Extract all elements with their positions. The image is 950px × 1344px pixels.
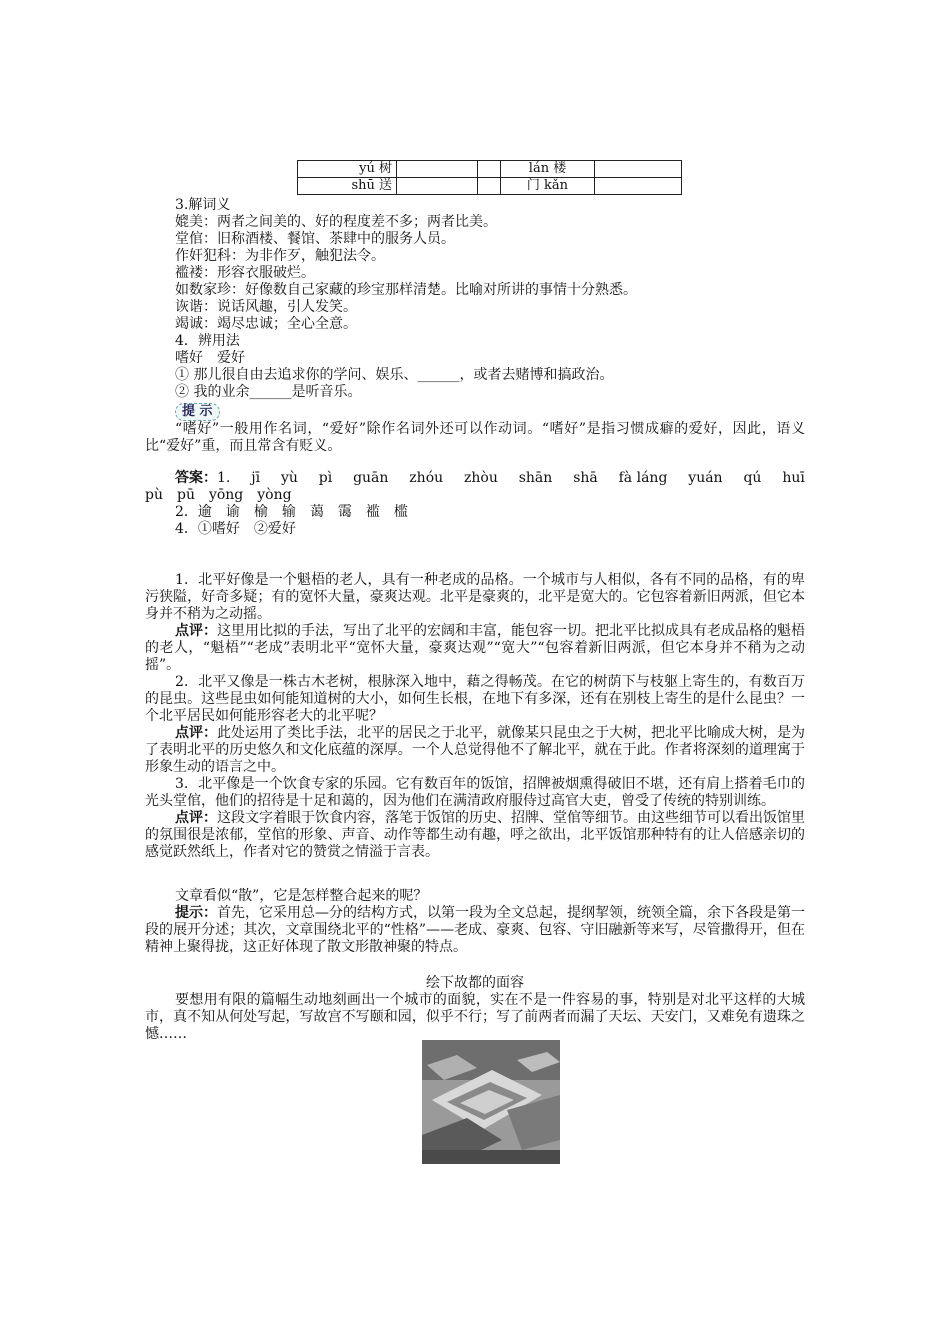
pinyin-cell: lán 楼 bbox=[501, 161, 595, 178]
comment-label: 点评： bbox=[175, 623, 217, 639]
answer-token: huī bbox=[782, 470, 805, 486]
answer-token: qú bbox=[743, 470, 762, 486]
comment-paragraph bbox=[145, 623, 805, 674]
fill-blank-question: ① 那儿很自由去追求你的学问、娱乐、______，或者去赌博和搞政治。 bbox=[175, 367, 614, 383]
forbidden-city-photo bbox=[422, 1040, 560, 1164]
comment-text: 这里用比拟的手法，写出了北平的宏阔和丰富，能包容一切。把北平比拟成具有老成品格的魁梧的老人，“魁梧”“老成”表明北平“宽怀大量，豪爽达观”“宽大”“包容着新旧两派，但它本身并不稍为之动摇”。 bbox=[145, 623, 805, 673]
quote-paragraph: 1．北平好像是一个魁梧的老人，具有一种老成的品格。一个城市与人相似，各有不同的品格，有的卑污狭隘，好奇多疑；有的宽怀大量，豪爽达观。北平是豪爽的，北平是宽大的。它包容着新旧两派，但它本身并不稍为之动摇。 bbox=[145, 572, 805, 622]
definition-item: 竭诚：竭尽忠诚；全心全意。 bbox=[175, 316, 357, 332]
answer-cell bbox=[595, 161, 682, 178]
answer-token: zhóu bbox=[409, 470, 444, 486]
quote-paragraph: 3．北平像是一个饮食专家的乐园。它有数百年的饭馆，招牌被烟熏得破旧不堪，还有肩上搭着毛巾的光头堂倌，他们的招待是十足和蔼的，因为他们在满清政府服侍过高官大吏，曾受了传统的特别训练。 bbox=[145, 776, 805, 809]
pinyin-cell: yú 树 bbox=[298, 161, 397, 178]
answer-token: shā bbox=[573, 470, 598, 486]
comment-label: 点评： bbox=[175, 725, 217, 741]
answer-token: jī bbox=[251, 470, 261, 486]
fill-blank-question: ② 我的业余______是听音乐。 bbox=[175, 384, 362, 400]
spacer-cell bbox=[478, 178, 501, 195]
answer-token: yuán bbox=[688, 470, 723, 486]
comment-text: 这段文字着眼于饮食内容，落笔于饭馆的历史、招牌、堂倌等细节。由这些细节可以看出饭馆里的氛围很是浓郁，堂倌的形象、声音、动作等都生动有趣，呼之欲出，北平饭馆那种特有的让人倍感亲切的感觉跃然纸上，作者对它的赞赏之情溢于言表。 bbox=[145, 810, 805, 860]
quote-paragraph: 2．北平又像是一株古木老树，根脉深入地中，藉之得畅茂。在它的树荫下与枝躯上寄生的，有数百万的昆虫。这些昆虫如何能知道树的大小，如何生长根，在地下有多深，还有在别枝上寄生的是什么昆虫？一个北平居民如何能形容老大的北平呢？ bbox=[145, 674, 805, 724]
hint-badge-row bbox=[145, 403, 805, 421]
definition-item: 堂倌：旧称酒楼、餐馆、茶肆中的服务人员。 bbox=[175, 231, 455, 247]
definition-item: 如数家珍：好像数自己家藏的珍宝那样清楚。比喻对所讲的事情十分熟悉。 bbox=[175, 282, 637, 298]
comment-paragraph bbox=[145, 725, 805, 776]
question-hint bbox=[145, 905, 805, 956]
hint-body: 首先，它采用总—分的结构方式，以第一段为全文总起，提纲挈领，统领全篇，余下各段是第一段的展开分述；其次，文章围绕北平的“性格”——老成、豪爽、包容、守旧融新等来写，尽管撒得开，但在精神上聚得拢，这正好体现了散文形散神聚的特点。 bbox=[145, 905, 805, 955]
question-section bbox=[145, 888, 805, 956]
comment-label: 点评： bbox=[175, 810, 217, 826]
answer-cell bbox=[595, 178, 682, 195]
section-heading: 4．辨用法 bbox=[175, 333, 240, 349]
answer-cell bbox=[397, 161, 478, 178]
answer-token: shān bbox=[518, 470, 553, 486]
section-heading: 3.解词义 bbox=[175, 197, 231, 213]
answers-section bbox=[145, 470, 805, 538]
answer-token: yù bbox=[280, 470, 298, 486]
definition-item: 媲美：两者之间美的、好的程度差不多；两者比美。 bbox=[175, 214, 497, 230]
definition-item: 诙谐：说话风趣，引人发笑。 bbox=[175, 299, 357, 315]
hint-badge: 提 示 bbox=[175, 403, 220, 421]
pinyin-cell: 门 kǎn bbox=[501, 178, 595, 195]
answer-token: 答案：1. bbox=[175, 470, 231, 486]
pinyin-cell: shū 送 bbox=[298, 178, 397, 195]
answer-line-1 bbox=[145, 470, 805, 487]
answer-token: guān bbox=[353, 470, 389, 486]
analysis-section bbox=[145, 572, 805, 861]
answer-token: zhòu bbox=[464, 470, 498, 486]
reading-body: 要想用有限的篇幅生动地刻画出一个城市的面貌，实在不是一件容易的事，特别是对北平这样的大城市，真不知从何处写起，写故宫不写颐和园，似乎不行；写了前两者而漏了天坛、天安门，又难免有遗珠之憾…… bbox=[145, 992, 805, 1042]
extra-reading bbox=[145, 975, 805, 1043]
answer-line-2: pù pū yōng yòng bbox=[145, 487, 292, 503]
answer-token: fà láng bbox=[618, 470, 668, 486]
definition-item: 作奸犯科：为非作歹，触犯法令。 bbox=[175, 248, 385, 264]
answer-token: pì bbox=[318, 470, 333, 486]
reading-title: 绘下故都的面容 bbox=[426, 975, 524, 991]
vocab-section bbox=[145, 197, 805, 455]
pinyin-table bbox=[297, 160, 682, 195]
comment-paragraph bbox=[145, 810, 805, 861]
answer-line-4: 4．①嗜好 ②爱好 bbox=[175, 521, 296, 537]
question-text: 文章看似“散”，它是怎样整合起来的呢？ bbox=[175, 888, 428, 904]
answer-cell bbox=[397, 178, 478, 195]
answer-label: 答案： bbox=[175, 470, 217, 486]
hint-text: “嗜好”一般用作名词，“爱好”除作名词外还可以作动词。“嗜好”是指习惯成癖的爱好，因此，语义比“爱好”重，而且常含有贬义。 bbox=[145, 421, 805, 454]
comment-text: 此处运用了类比手法，北平的居民之于北平，就像某只昆虫之于大树，把北平比喻成大树，是为了表明北平的历史悠久和文化底蕴的深厚。一个人总觉得他不了解北平，就在于此。作者将深刻的道理寓于形象生动的语言之中。 bbox=[145, 725, 805, 775]
answer-line-3: 2．逾 谕 榆 输 蔼 霭 褴 槛 bbox=[175, 504, 408, 520]
definition-item: 褴褛：形容衣服破烂。 bbox=[175, 265, 315, 281]
hint-label: 提示： bbox=[175, 905, 217, 921]
word-pair: 嗜好 爱好 bbox=[175, 350, 245, 366]
spacer-cell bbox=[478, 161, 501, 178]
